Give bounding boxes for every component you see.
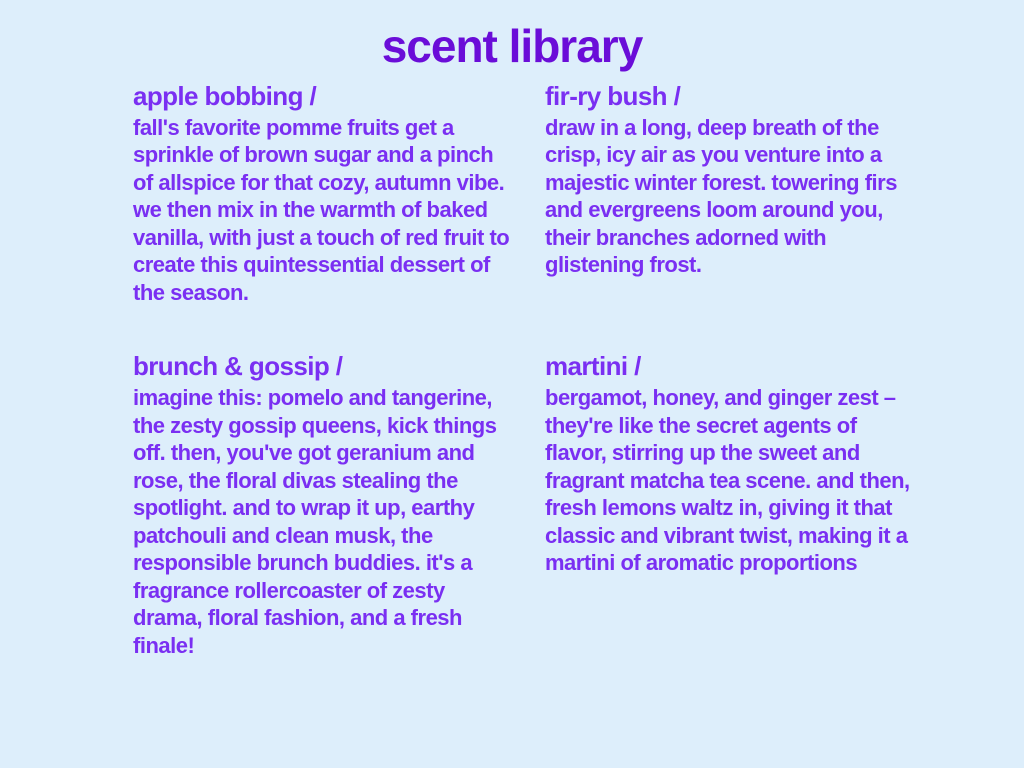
scent-entry-description: draw in a long, deep breath of the crisp, icy air as you venture into a majestic winter forest. towering firs and evergreens loom around you, their branches adorned with glistening frost. <box>545 114 897 278</box>
scent-entry-description: bergamot, honey, and ginger zest – they're like the secret agents of flavor, stirring up the sweet and fragrant matcha tea scene. and then, fresh lemons waltz in, giving it that classic and vibrant twist, making it a martini of aromatic proportions <box>545 385 910 576</box>
scent-entry-apple-bobbing <box>133 82 545 306</box>
page-title: scent library <box>381 20 643 72</box>
scent-entry-name: martini / <box>545 351 641 382</box>
scent-entry-name: fir-ry bush / <box>545 81 681 111</box>
scent-entry-brunch-and-gossip <box>133 352 545 659</box>
scent-entry-name: brunch & gossip / <box>133 351 343 382</box>
scent-entry-description: fall's favorite pomme fruits get a sprinkle of brown sugar and a pinch of allspice for that cozy, autumn vibe. we then mix in the warmth of baked vanilla, with just a touch of red fruit to create this quintessential dessert of the season. <box>133 114 510 305</box>
scent-entry-martini <box>545 352 953 659</box>
scent-entry-name: apple bobbing / <box>133 81 317 111</box>
scent-entries-grid <box>133 82 953 659</box>
scent-entry-fir-ry-bush <box>545 82 953 306</box>
scent-entry-description: imagine this: pomelo and tangerine, the zesty gossip queens, kick things off. then, you've got geranium and rose, the floral divas stealing the spotlight. and to wrap it up, earthy patchouli and clean musk, the responsible brunch buddies. it's a fragrance rollercoaster of zesty drama, floral fashion, and a fresh finale! <box>133 385 497 658</box>
